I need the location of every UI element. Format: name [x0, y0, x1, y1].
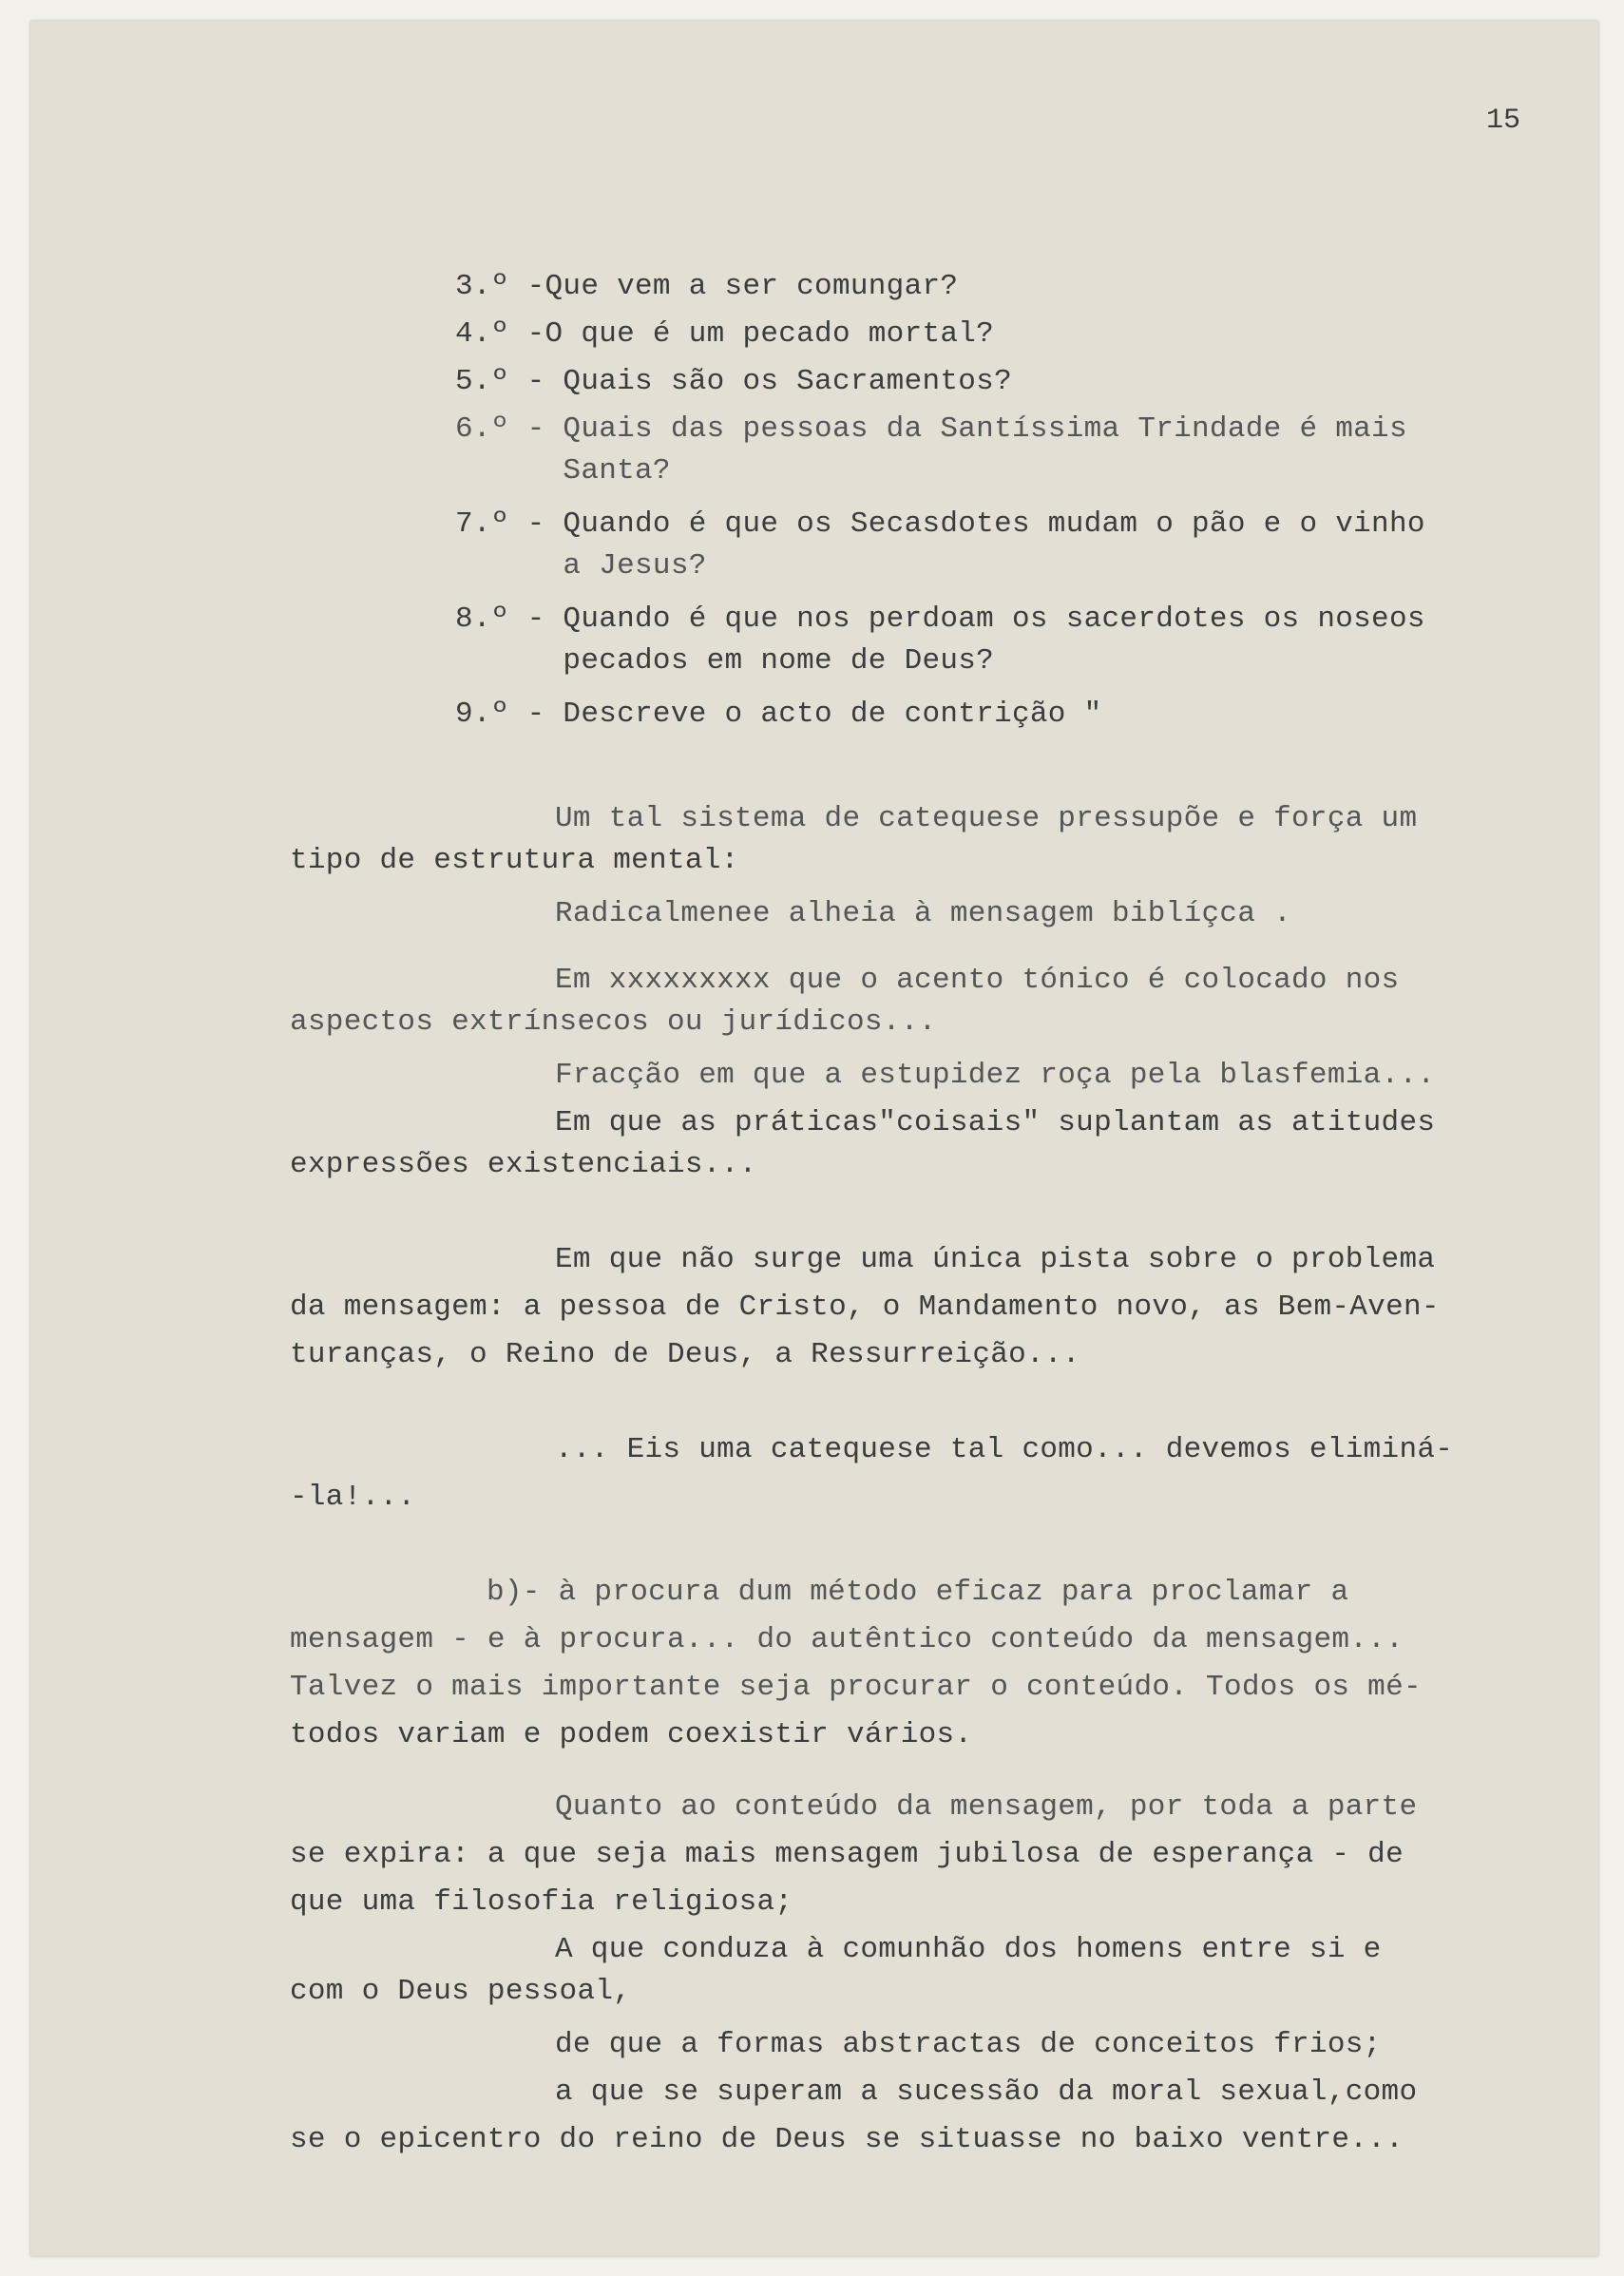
paragraph-line: Quanto ao conteúdo da mensagem, por toda a parte	[555, 1790, 1418, 1824]
paragraph-line: b)- à procura dum método eficaz para proclamar a	[487, 1576, 1349, 1609]
question-line: 7.º - Quando é que os Secasdotes mudam o pão e o vinho	[455, 507, 1425, 541]
paragraph-line: a que se superam a sucessão da moral sexual,como	[555, 2075, 1418, 2109]
paragraph-line: de que a formas abstractas de conceitos frios;	[555, 2028, 1382, 2061]
question-line: 8.º - Quando é que nos perdoam os sacerdotes os noseos	[455, 602, 1425, 636]
paragraph-line: Em que as práticas"coisais" suplantam as atitudes	[555, 1106, 1436, 1139]
page-number: 15	[1486, 105, 1521, 137]
paragraph-line: que uma filosofia religiosa;	[290, 1885, 793, 1919]
question-line: pecados em nome de Deus?	[455, 644, 995, 678]
paragraph-line: aspectos extrínsecos ou jurídicos...	[290, 1005, 937, 1039]
question-line: 6.º - Quais das pessoas da Santíssima Trindade é mais	[455, 412, 1407, 446]
paragraph-line: Em xxxxxxxxx que o acento tónico é colocado nos	[555, 964, 1400, 997]
paragraph-line: Talvez o mais importante seja procurar o conteúdo. Todos os mé-	[290, 1671, 1422, 1704]
paragraph-line: se expira: a que seja mais mensagem jubilosa de esperança - de	[290, 1838, 1404, 1871]
paragraph-line: A que conduza à comunhão dos homens entre si e	[555, 1933, 1382, 1966]
paragraph-line: Um tal sistema de catequese pressupõe e força um	[555, 802, 1418, 835]
paragraph-line: turanças, o Reino de Deus, a Ressurreição...	[290, 1338, 1080, 1371]
question-line: 3.º -Que vem a ser comungar?	[455, 270, 959, 303]
paragraph-line: expressões existenciais...	[290, 1148, 757, 1181]
paragraph-line: ... Eis uma catequese tal como... devemos eliminá-	[555, 1433, 1454, 1466]
paragraph-line: com o Deus pessoal,	[290, 1975, 632, 2008]
paragraph-line: Radicalmenee alheia à mensagem biblíçca .	[555, 897, 1292, 930]
paragraph-line: da mensagem: a pessoa de Cristo, o Mandamento novo, as Bem-Aven-	[290, 1291, 1440, 1324]
question-line: Santa?	[455, 454, 671, 488]
paragraph-line: se o epicentro do reino de Deus se situasse no baixo ventre...	[290, 2123, 1404, 2156]
paragraph-line: todos variam e podem coexistir vários.	[290, 1718, 973, 1751]
question-line: 9.º - Descreve o acto de contrição "	[455, 698, 1102, 731]
question-line: a Jesus?	[455, 549, 707, 583]
paragraph-line: mensagem - e à procura... do autêntico conteúdo da mensagem...	[290, 1623, 1404, 1656]
document-page	[30, 21, 1598, 2256]
paragraph-line: Em que não surge uma única pista sobre o problema	[555, 1243, 1436, 1276]
question-line: 5.º - Quais são os Sacramentos?	[455, 365, 1012, 398]
question-line: 4.º -O que é um pecado mortal?	[455, 317, 995, 351]
paragraph-line: Fracção em que a estupidez roça pela blasfemia...	[555, 1059, 1436, 1092]
paragraph-line: tipo de estrutura mental:	[290, 844, 739, 877]
paragraph-line: -la!...	[290, 1481, 416, 1514]
